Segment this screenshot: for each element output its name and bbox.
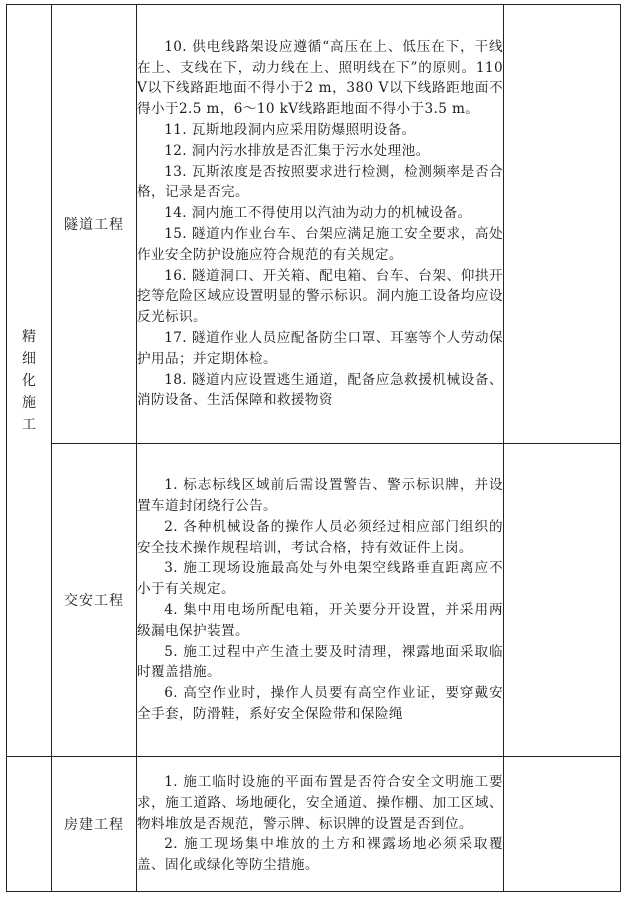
category-char: 施 (22, 394, 36, 411)
remarks-cell (504, 444, 621, 757)
list-item: 16. 隧道洞口、开关箱、配电箱、台车、台架、仰拱开挖等危险区域应设置明显的警示标识。洞内施工设备均应设反光标识。 (137, 267, 503, 326)
category-char: 精 (22, 328, 36, 345)
list-item: 1. 标志标线区域前后需设置警告、警示标识牌，并设置车道封闭绕行公告。 (137, 477, 503, 515)
list-item: 17. 隧道作业人员应配备防尘口罩、耳塞等个人劳动保护用品；并定期体检。 (137, 329, 503, 367)
remarks-cell (504, 757, 621, 892)
category-cell-continued (7, 757, 52, 892)
list-item: 15. 隧道内作业台车、台架应满足施工安全要求，高处作业安全防护设施应符合规范的有关规定。 (137, 226, 503, 263)
list-item: 5. 施工过程中产生渣土要及时清理，裸露地面采取临时覆盖措施。 (137, 643, 503, 681)
category-char: 化 (22, 372, 36, 389)
list-item: 6. 高空作业时，操作人员要有高空作业证，要穿戴安全手套，防滑鞋，系好安全保险带和保险绳 (137, 685, 503, 722)
section-row-traffic-safety (7, 444, 621, 757)
section-name-tunnel: 隧道工程 (52, 5, 137, 444)
list-item: 3. 施工现场设施最高处与外电架空线路垂直距离应不小于有关规定。 (137, 560, 503, 598)
list-item: 1. 施工临时设施的平面布置是否符合安全文明施工要求，施工道路、场地硬化，安全通道、操作棚、加工区域、物料堆放是否规范，警示牌、标识牌的设置是否到位。 (137, 774, 503, 832)
section-content-tunnel (137, 5, 504, 444)
list-item: 4. 集中用电场所配电箱，开关要分开设置，并采用两级漏电保护装置。 (137, 602, 503, 639)
list-item: 18. 隧道内应设置逃生通道，配备应急救援机械设备、消防设备、生活保障和救援物资 (137, 371, 503, 409)
section-content-building (137, 757, 504, 892)
section-name-building: 房建工程 (52, 757, 137, 892)
list-item: 13. 瓦斯浓度是否按照要求进行检测，检测频率是否合格，记录是否完。 (137, 163, 503, 201)
list-item: 2. 各种机械设备的操作人员必须经过相应部门组织的安全技术操作规程培训，考试合格，持有效证件上岗。 (137, 518, 503, 556)
category-label (7, 326, 51, 436)
remarks-cell (504, 5, 621, 444)
section-row-tunnel (7, 5, 621, 444)
list-item: 10. 供电线路架设应遵循“高压在上、低压在下，干线在上、支线在下，动力线在上、照明线在下”的原则。110 V以下线路距地面不得小于2 m，380 V以下线路距地面不得小于2.5 m，6～10 kV线路距地面不得小于3.5 m。 (137, 38, 503, 118)
list-item: 2. 施工现场集中堆放的土方和裸露场地必须采取覆盖、固化或绿化等防尘措施。 (137, 836, 503, 874)
category-char: 细 (22, 350, 36, 367)
section-content-traffic-safety (137, 444, 504, 757)
safety-inspection-table (6, 4, 621, 892)
list-item: 14. 洞内施工不得使用以汽油为动力的机械设备。 (164, 205, 472, 222)
list-item: 11. 瓦斯地段洞内应采用防爆照明设备。 (164, 122, 416, 139)
category-char: 工 (22, 416, 36, 433)
section-name-traffic-safety: 交安工程 (52, 444, 137, 757)
section-row-building (7, 757, 621, 892)
category-cell (7, 5, 52, 757)
list-item: 12. 洞内污水排放是否汇集于污水处理池。 (164, 142, 430, 159)
